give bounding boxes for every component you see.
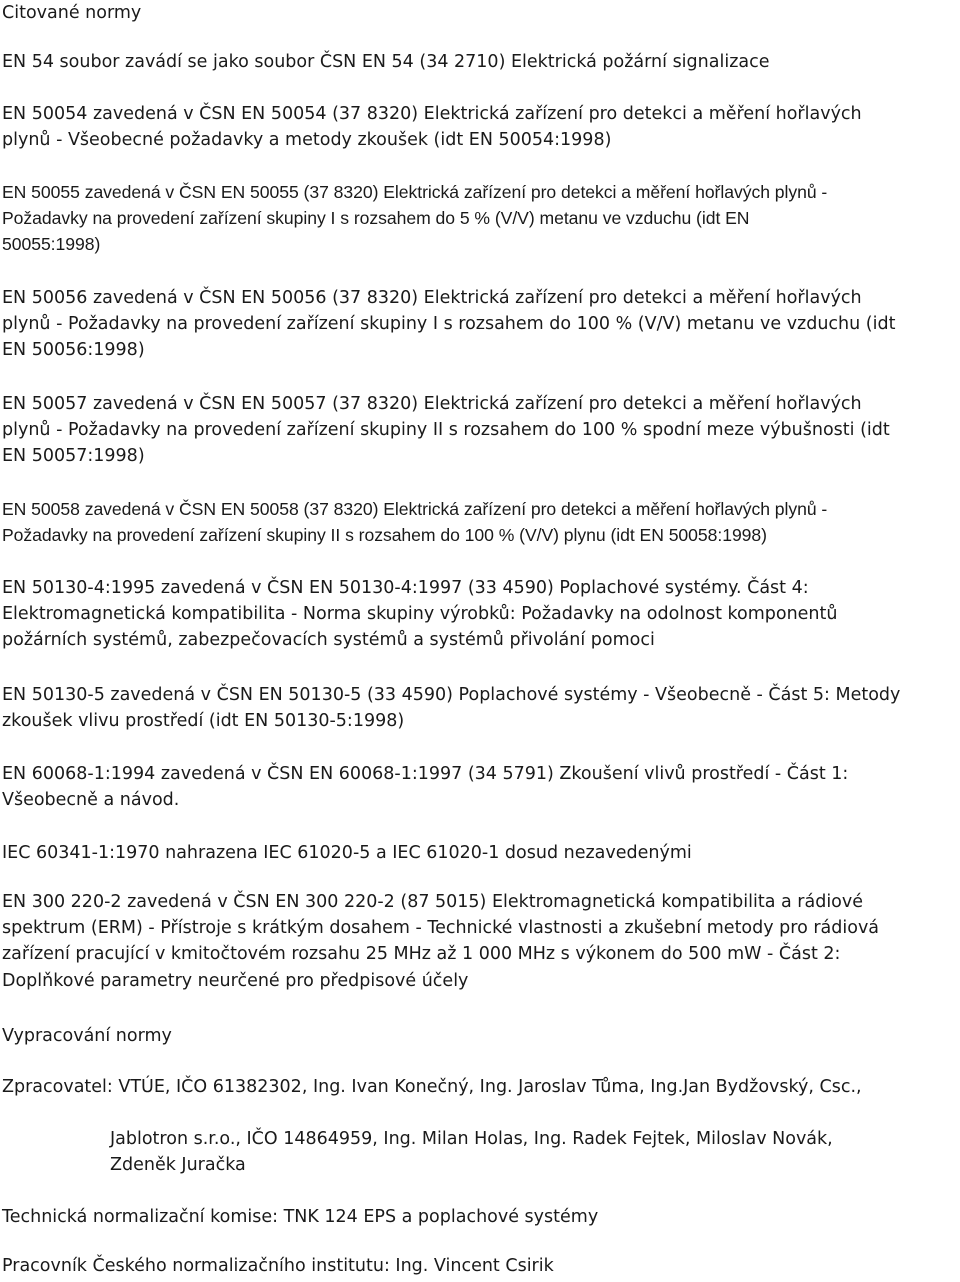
norm-en50130-4-line-1: EN 50130-4:1995 zavedená v ČSN EN 50130-4:1997 (33 4590) Poplachové systémy. Část 4: bbox=[2, 578, 809, 598]
norm-en50058-line-2: Požadavky na provedení zařízení skupiny II s rozsahem do 100 % (V/V) plynu (idt EN 50058:1998) bbox=[2, 525, 767, 546]
norm-en50058 bbox=[2, 496, 960, 548]
processor-continued-line-2: Zdeněk Juračka bbox=[110, 1155, 246, 1176]
norm-en300220-2-line-2: spektrum (ERM) - Přístroje s krátkým dosahem - Technické vlastnosti a zkušební metody pro rádiová bbox=[2, 918, 880, 939]
norm-en50055-line-3: 50055:1998) bbox=[2, 234, 101, 255]
committee-text: Technická normalizační komise: TNK 124 EPS a poplachové systémy bbox=[2, 1207, 599, 1227]
institute-worker-line bbox=[2, 1253, 960, 1279]
norm-en50057 bbox=[2, 391, 960, 470]
norm-en50056-line-2: plynů - Požadavky na provedení zařízení skupiny I s rozsahem do 100 % (V/V) metanu ve vzduchu (idt bbox=[2, 314, 896, 335]
norm-en50130-5-line-2: zkoušek vlivu prostředí (idt EN 50130-5:1998) bbox=[2, 711, 405, 732]
norm-en54 bbox=[2, 49, 960, 75]
norm-en60068-1-line-2: Všeobecně a návod. bbox=[2, 790, 180, 811]
norm-en50130-5 bbox=[2, 682, 960, 734]
norm-en50130-4 bbox=[2, 575, 960, 654]
norm-en50057-line-2: plynů - Požadavky na provedení zařízení skupiny II s rozsahem do 100 % spodní meze výbušnosti (idt bbox=[2, 420, 890, 441]
norm-en300220-2-line-4: Doplňkové parametry neurčené pro předpisové účely bbox=[2, 970, 469, 991]
norm-iec60341-1-line-1: IEC 60341-1:1970 nahrazena IEC 61020-5 a IEC 61020-1 dosud nezavedenými bbox=[2, 843, 692, 863]
norm-en50055-line-1: EN 50055 zavedená v ČSN EN 50055 (37 8320) Elektrická zařízení pro detekci a měření hořlavých plynů - bbox=[2, 182, 828, 202]
norm-iec60341-1 bbox=[2, 840, 960, 866]
norm-en50130-4-line-3: požárních systémů, zabezpečovacích systémů a systémů přivolání pomoci bbox=[2, 630, 655, 651]
processor-continued bbox=[110, 1126, 960, 1178]
cited-norms-heading: Citované normy bbox=[2, 3, 142, 23]
committee-line bbox=[2, 1204, 960, 1230]
norm-en50056 bbox=[2, 285, 960, 364]
norm-en50054 bbox=[2, 101, 960, 153]
norm-en54-line-1: EN 54 soubor zavádí se jako soubor ČSN EN 54 (34 2710) Elektrická požární signalizace bbox=[2, 52, 770, 72]
norm-en50056-line-1: EN 50056 zavedená v ČSN EN 50056 (37 8320) Elektrická zařízení pro detekci a měření hořlavých bbox=[2, 288, 862, 308]
preparation-heading: Vypracování normy bbox=[2, 1026, 172, 1046]
institute-worker-text: Pracovník Českého normalizačního institutu: Ing. Vincent Csirik bbox=[2, 1256, 554, 1276]
norm-en300220-2-line-3: zařízení pracující v kmitočtovém rozsahu 25 MHz až 1 000 MHz s výkonem do 500 mW - Část 2: bbox=[2, 944, 841, 965]
processor-continued-line-1: Jablotron s.r.o., IČO 14864959, Ing. Milan Holas, Ing. Radek Fejtek, Miloslav Novák, bbox=[110, 1129, 833, 1149]
norm-en60068-1 bbox=[2, 761, 960, 813]
norm-en50130-4-line-2: Elektromagnetická kompatibilita - Norma skupiny výrobků: Požadavky na odolnost komponentů bbox=[2, 604, 838, 625]
norm-en300220-2-line-1: EN 300 220-2 zavedená v ČSN EN 300 220-2 (87 5015) Elektromagnetická kompatibilita a rádiové bbox=[2, 892, 864, 912]
norm-en50054-line-2: plynů - Všeobecné požadavky a metody zkoušek (idt EN 50054:1998) bbox=[2, 130, 612, 151]
norm-en50056-line-3: EN 50056:1998) bbox=[2, 340, 145, 361]
norm-en60068-1-line-1: EN 60068-1:1994 zavedená v ČSN EN 60068-1:1997 (34 5791) Zkoušení vlivů prostředí - Část 1: bbox=[2, 764, 849, 784]
norm-en50055 bbox=[2, 179, 960, 258]
norm-en50057-line-3: EN 50057:1998) bbox=[2, 446, 145, 467]
norm-en50057-line-1: EN 50057 zavedená v ČSN EN 50057 (37 8320) Elektrická zařízení pro detekci a měření hořlavých bbox=[2, 394, 862, 414]
norm-en50054-line-1: EN 50054 zavedená v ČSN EN 50054 (37 8320) Elektrická zařízení pro detekci a měření hořlavých bbox=[2, 104, 862, 124]
processor-text: Zpracovatel: VTÚE, IČO 61382302, Ing. Ivan Konečný, Ing. Jaroslav Tůma, Ing.Jan Bydžovský, Csc., bbox=[2, 1077, 862, 1097]
norm-en50058-line-1: EN 50058 zavedená v ČSN EN 50058 (37 8320) Elektrická zařízení pro detekci a měření hořlavých plynů - bbox=[2, 499, 828, 519]
norm-en50130-5-line-1: EN 50130-5 zavedená v ČSN EN 50130-5 (33 4590) Poplachové systémy - Všeobecně - Část 5: Metody bbox=[2, 685, 901, 705]
norm-en50055-line-2: Požadavky na provedení zařízení skupiny I s rozsahem do 5 % (V/V) metanu ve vzduchu (idt EN bbox=[2, 208, 750, 229]
norm-en300220-2 bbox=[2, 889, 960, 994]
processor-line bbox=[2, 1074, 960, 1100]
